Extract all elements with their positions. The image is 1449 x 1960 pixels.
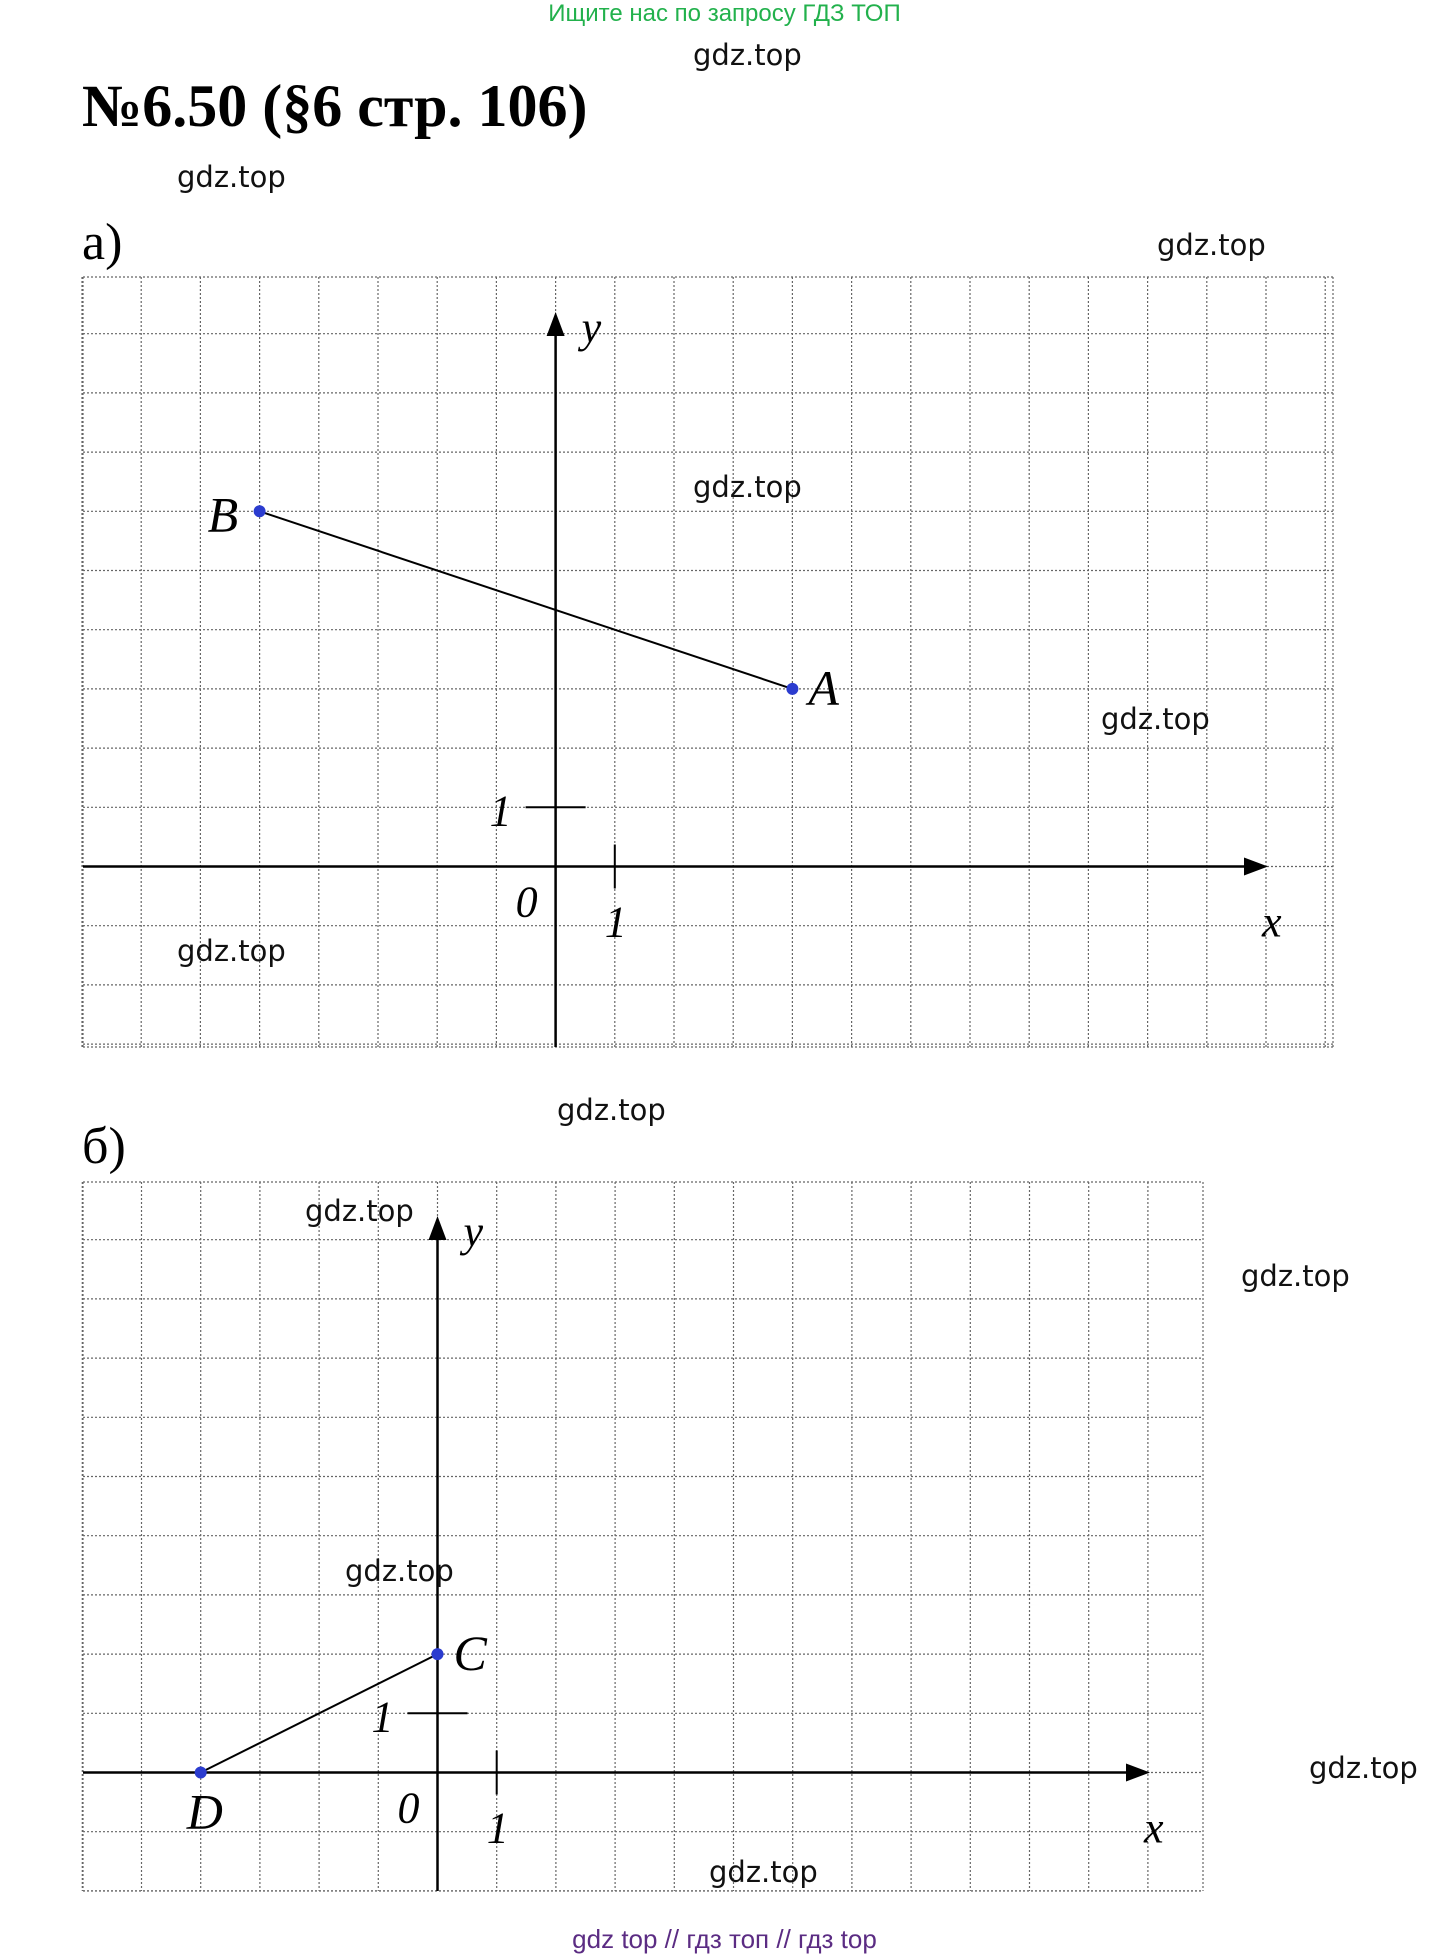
x-axis-arrow (1244, 858, 1268, 876)
origin-label: 0 (397, 1783, 420, 1833)
watermark: gdz.top (345, 1554, 454, 1588)
y-axis-label: y (463, 1207, 484, 1256)
footer-links[interactable]: gdz top // гдз топ // гдз top (572, 1924, 877, 1954)
part-label-a: а) (82, 214, 123, 271)
point-a (786, 683, 798, 695)
point-label-a: A (808, 659, 839, 716)
x-axis-label: x (1262, 897, 1282, 947)
unit-label-x: 1 (604, 897, 627, 947)
watermark: gdz.top (693, 38, 802, 72)
origin-label: 0 (515, 877, 538, 927)
watermark: gdz.top (1157, 228, 1266, 262)
watermark: gdz.top (177, 934, 286, 968)
point-label-d: D (186, 1783, 223, 1840)
coordinate-plane-a (82, 277, 1333, 1047)
search-hint[interactable]: Ищите нас по запросу ГДЗ ТОП (548, 0, 901, 27)
watermark: gdz.top (709, 1855, 818, 1889)
point-d (195, 1767, 207, 1779)
watermark: gdz.top (177, 160, 286, 194)
coordinate-plane-b (82, 1182, 1203, 1891)
point-label-c: C (453, 1625, 487, 1682)
watermark: gdz.top (557, 1093, 666, 1127)
part-label-b: б) (82, 1118, 126, 1175)
point-b (254, 505, 266, 517)
point-c (432, 1648, 444, 1660)
watermark: gdz.top (693, 470, 802, 504)
x-axis-arrow (1126, 1764, 1150, 1782)
unit-label-y: 1 (371, 1692, 394, 1742)
y-axis-arrow (547, 312, 565, 336)
unit-label-y: 1 (489, 786, 512, 836)
segment-ab (260, 511, 793, 689)
point-label-b: B (207, 486, 239, 543)
y-axis-arrow (429, 1216, 447, 1240)
watermark: gdz.top (1101, 702, 1210, 736)
watermark: gdz.top (305, 1194, 414, 1228)
y-axis-label: y (581, 303, 602, 352)
x-axis-label: x (1144, 1803, 1164, 1853)
watermark: gdz.top (1241, 1259, 1350, 1293)
exercise-title: №6.50 (§6 стр. 106) (82, 73, 588, 139)
unit-label-x: 1 (486, 1803, 509, 1853)
watermark: gdz.top (1309, 1751, 1418, 1785)
